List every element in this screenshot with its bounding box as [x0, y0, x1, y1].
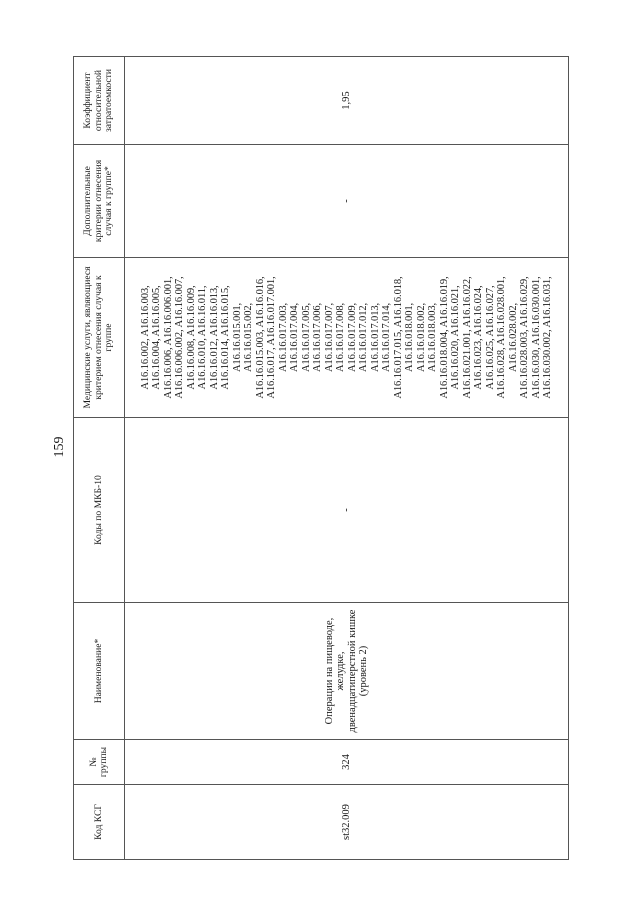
cell-ksg-code: st32.009 [125, 785, 569, 860]
service-code-line: A16.16.017.004, [289, 302, 300, 373]
service-code-line: A16.16.017.005, [300, 302, 312, 373]
service-code-line: A16.16.012, A16.16.013, [208, 285, 220, 390]
service-code-line: A16.16.017.013, [369, 302, 381, 373]
page-number: 159 [52, 436, 67, 458]
service-code-line: A16.16.017.015, A16.16.018, [392, 276, 404, 399]
service-code-line: A16.16.008, A16.16.009, [185, 285, 197, 390]
service-code-line: A16.16.028, A16.16.028.001, [496, 276, 507, 399]
service-code-line: A16.16.018.003, [427, 302, 438, 373]
service-code-line: A16.16.017.014, [381, 302, 392, 373]
service-code-line: A16.16.017, A16.16.017.001, [266, 276, 277, 399]
header-name: Наименование* [74, 603, 125, 740]
cell-additional-criteria: - [125, 145, 569, 258]
header-additional-criteria: Дополнительные критерии отнесения случая к группе* [74, 145, 125, 258]
service-code-line: A16.16.002, A16.16.003, [139, 285, 151, 390]
service-code-line: A16.16.006.002, A16.16.007, [174, 276, 185, 399]
cell-icd-codes: - [125, 418, 569, 603]
cell-group-number: 324 [125, 740, 569, 785]
service-code-line: A16.16.030.002, A16.16.031, [542, 276, 553, 399]
service-code-line: A16.16.017.003, [277, 302, 289, 373]
service-code-line: A16.16.028.002, [507, 302, 519, 373]
service-code-line: A16.16.030, A16.16.030.001, [530, 276, 542, 399]
header-coefficient: Коэффициент относительной затратоемкости [74, 57, 125, 145]
header-services: Медицинские услуги, являющиеся критерием отнесения случая к группе [74, 258, 125, 418]
service-code-line: A16.16.021.001, A16.16.022, [461, 276, 473, 399]
service-code-line: A16.16.017.009, [346, 302, 358, 373]
service-code-line: A16.16.017.007, [323, 302, 335, 373]
service-code-line: A16.16.004, A16.16.005, [151, 285, 162, 390]
ksg-table-sheet [73, 57, 568, 860]
service-code-line: A16.16.017.006, [312, 302, 323, 373]
service-code-line: A16.16.018.002, [415, 302, 427, 373]
service-code-line: A16.16.015.002, [243, 302, 254, 373]
service-code-line: A16.16.020, A16.16.021, [450, 285, 461, 390]
service-code-line: A16.16.017.008, [335, 302, 346, 373]
header-ksg-code: Код КСГ [74, 785, 125, 860]
service-code-line: A16.16.018.004, A16.16.019, [438, 276, 450, 399]
table-row [125, 57, 569, 860]
header-group-number: № группы [74, 740, 125, 785]
cell-name: Операции на пищеводе, желудке, двенадцатиперстной кишке (уровень 2) [125, 603, 569, 740]
service-code-line: A16.16.015.001, [231, 302, 243, 373]
cell-coefficient: 1,95 [125, 57, 569, 145]
service-code-line: A16.16.014, A16.16.015, [220, 285, 231, 390]
service-code-line: A16.16.010, A16.16.011, [197, 285, 208, 390]
service-code-line: A16.16.018.001, [404, 302, 415, 373]
service-code-line: A16.16.028.003, A16.16.029, [519, 276, 530, 399]
service-code-line: A16.16.006, A16.16.006.001, [162, 276, 174, 399]
service-code-line: A16.16.023, A16.16.024, [473, 285, 484, 390]
service-code-line: A16.16.025, A16.16.027, [484, 285, 496, 390]
ksg-table [73, 56, 569, 860]
service-code-line: A16.16.017.012, [358, 302, 369, 373]
service-code-line: A16.16.015.003, A16.16.016, [254, 276, 266, 399]
table-header-row [74, 57, 125, 860]
header-icd-codes: Коды по МКБ-10 [74, 418, 125, 603]
cell-services [125, 258, 569, 418]
